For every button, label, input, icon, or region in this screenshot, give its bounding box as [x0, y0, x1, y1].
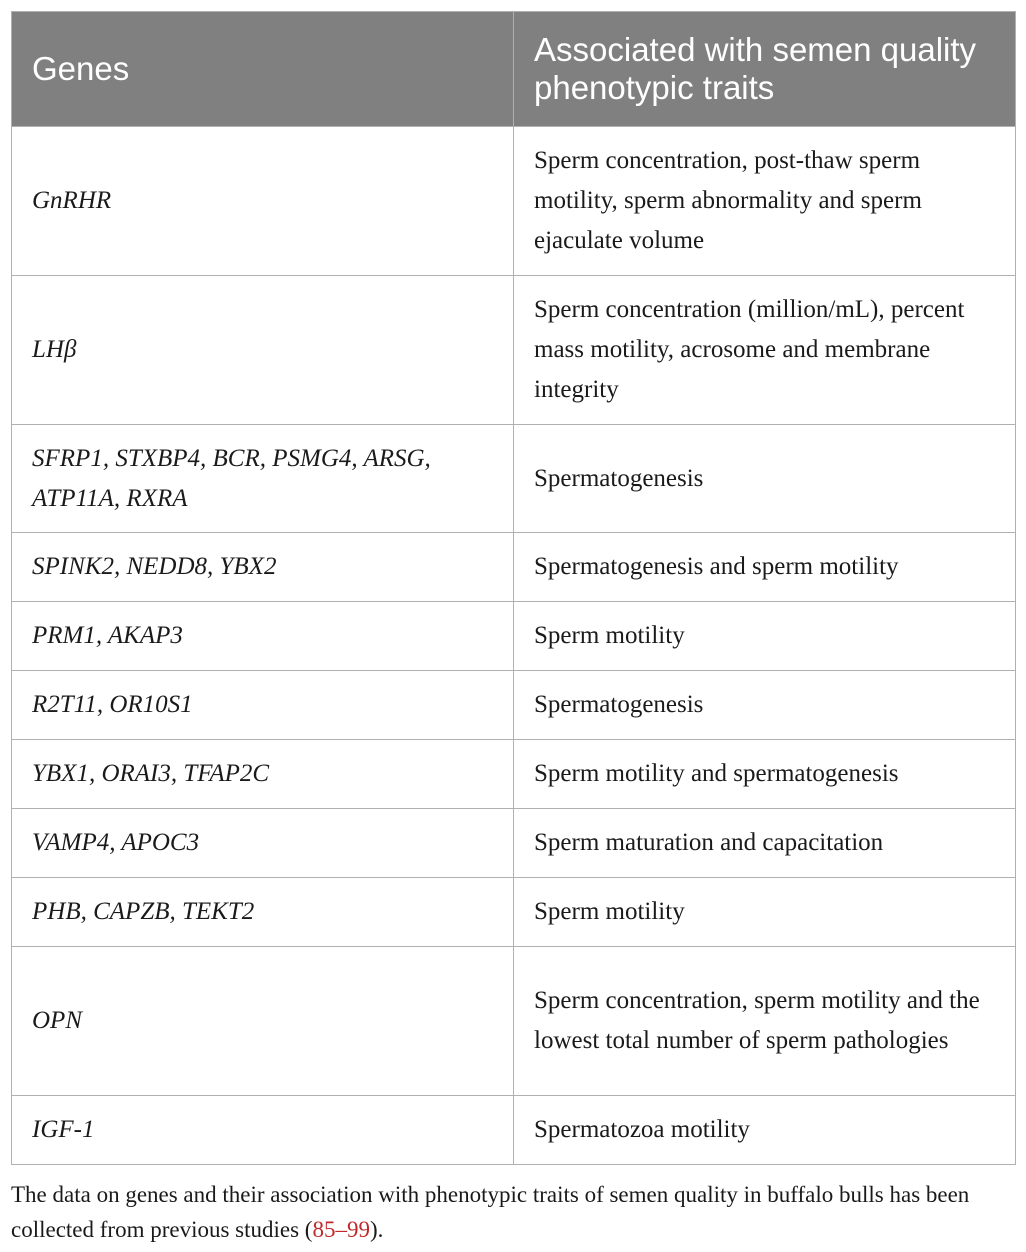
table-footnote [11, 1177, 1019, 1247]
trait-cell: Spermatogenesis [514, 425, 1016, 533]
table-header-row [12, 12, 1016, 127]
gene-cell: LHβ [12, 276, 514, 425]
table-row [12, 878, 1016, 947]
table-row [12, 276, 1016, 425]
gene-cell: PRM1, AKAP3 [12, 602, 514, 671]
gene-cell: SFRP1, STXBP4, BCR, PSMG4, ARSG, ATP11A, RXRA [12, 425, 514, 533]
trait-cell: Sperm motility [514, 602, 1016, 671]
table-row [12, 127, 1016, 276]
gene-cell: YBX1, ORAI3, TFAP2C [12, 740, 514, 809]
gene-cell: OPN [12, 947, 514, 1096]
trait-cell: Sperm concentration, sperm motility and the lowest total number of sperm pathologies [514, 947, 1016, 1096]
table-row [12, 1096, 1016, 1165]
table-row [12, 947, 1016, 1096]
gene-cell: GnRHR [12, 127, 514, 276]
footnote-reference-link[interactable]: 85–99 [312, 1217, 370, 1242]
genes-table [11, 11, 1016, 1165]
trait-cell: Sperm concentration (million/mL), percent mass motility, acrosome and membrane integrity [514, 276, 1016, 425]
header-genes: Genes [12, 12, 514, 127]
trait-cell: Sperm maturation and capacitation [514, 809, 1016, 878]
table-row [12, 425, 1016, 533]
table-row [12, 740, 1016, 809]
trait-cell: Sperm motility and spermatogenesis [514, 740, 1016, 809]
header-traits: Associated with semen quality phenotypic traits [514, 12, 1016, 127]
trait-cell: Spermatozoa motility [514, 1096, 1016, 1165]
table-row [12, 809, 1016, 878]
genes-table-container [11, 11, 1015, 1165]
gene-cell: PHB, CAPZB, TEKT2 [12, 878, 514, 947]
gene-cell: IGF-1 [12, 1096, 514, 1165]
trait-cell: Spermatogenesis and sperm motility [514, 533, 1016, 602]
table-row [12, 533, 1016, 602]
table-row [12, 671, 1016, 740]
gene-cell: R2T11, OR10S1 [12, 671, 514, 740]
trait-cell: Spermatogenesis [514, 671, 1016, 740]
footnote-text: The data on genes and their association with phenotypic traits of semen quality in buffalo bulls has been collected from previous studies ( [11, 1182, 970, 1242]
trait-cell: Sperm concentration, post-thaw sperm motility, sperm abnormality and sperm ejaculate volume [514, 127, 1016, 276]
footnote-end: ). [369, 1217, 384, 1242]
gene-cell: VAMP4, APOC3 [12, 809, 514, 878]
trait-cell: Sperm motility [514, 878, 1016, 947]
table-row [12, 602, 1016, 671]
gene-cell: SPINK2, NEDD8, YBX2 [12, 533, 514, 602]
table-body [12, 127, 1016, 1165]
